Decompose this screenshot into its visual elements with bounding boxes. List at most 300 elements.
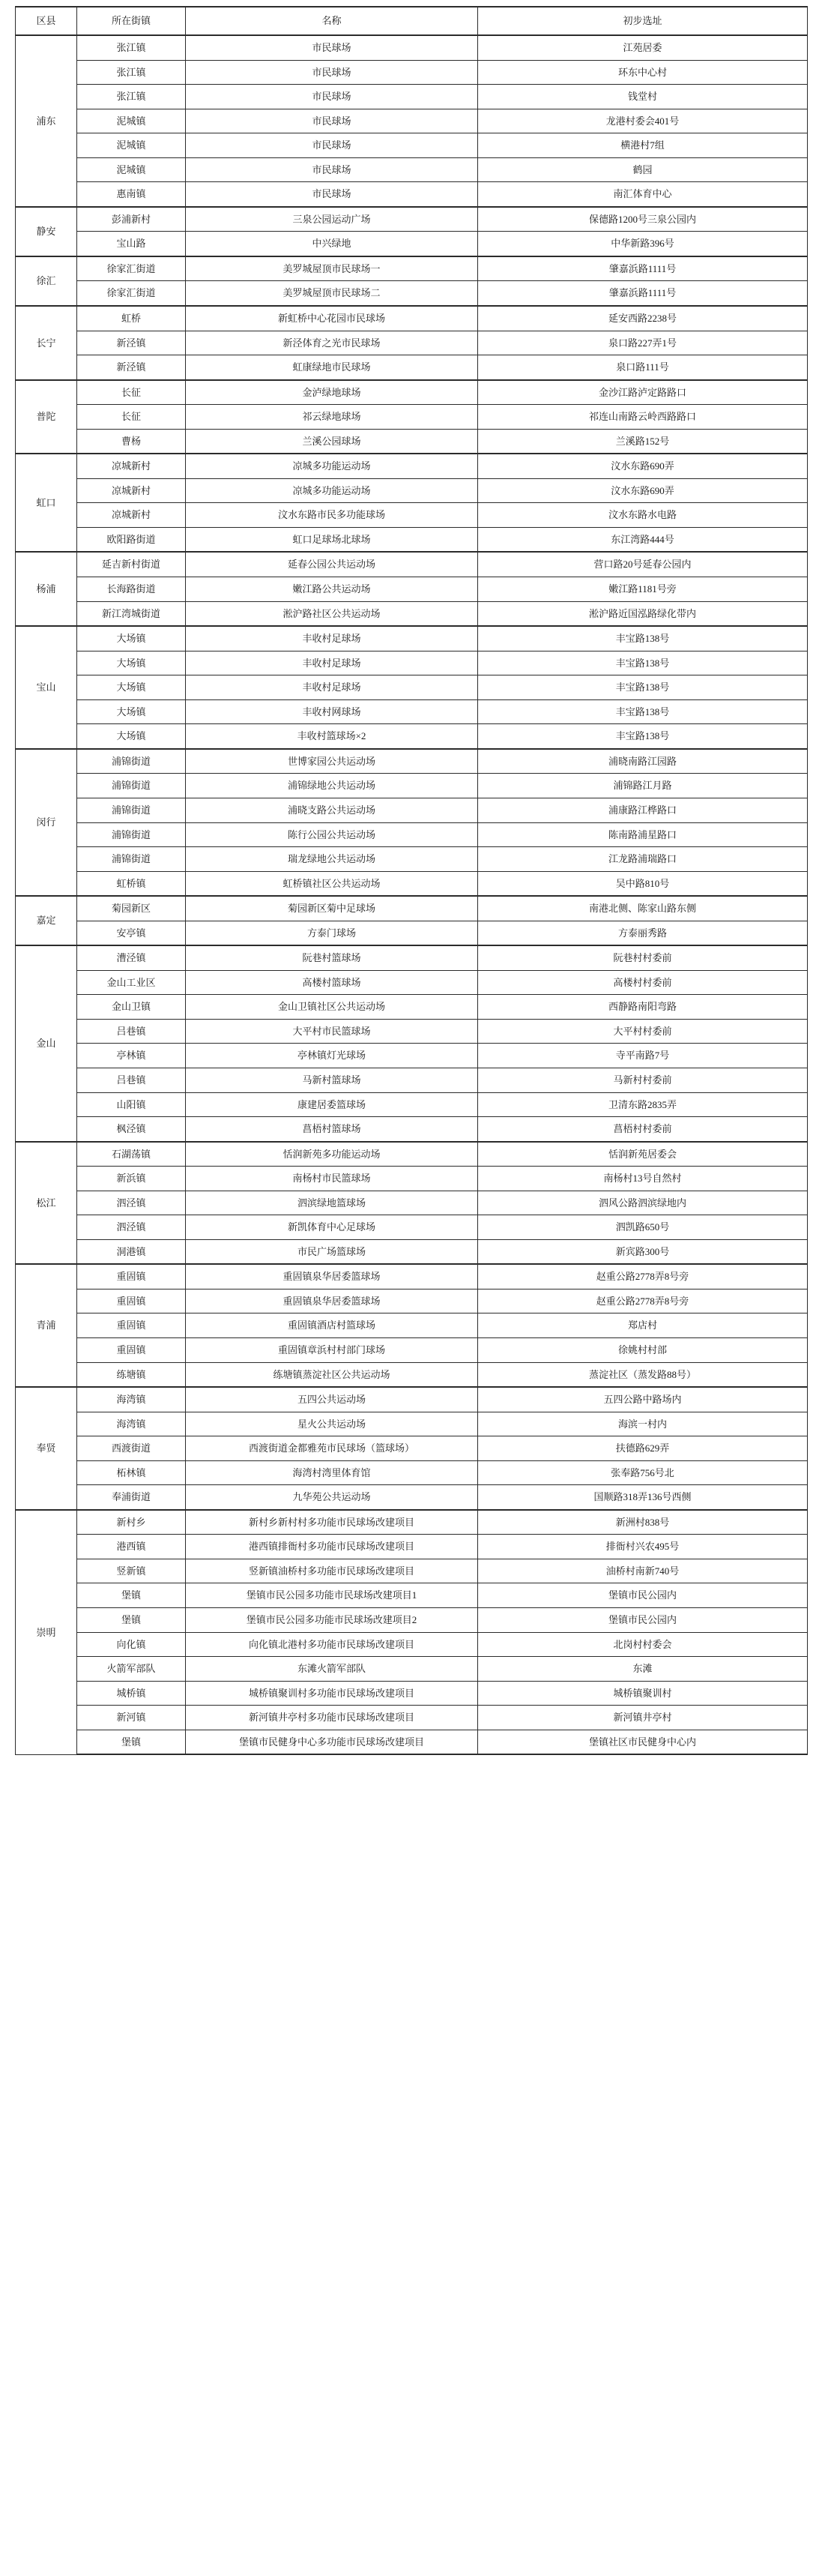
name-cell: 三泉公园运动广场 bbox=[186, 207, 478, 232]
name-cell: 淞沪路社区公共运动场 bbox=[186, 601, 478, 626]
site-cell: 堡镇社区市民健身中心内 bbox=[478, 1730, 808, 1754]
site-cell: 新洲村838号 bbox=[478, 1510, 808, 1535]
site-cell: 鹤园 bbox=[478, 157, 808, 182]
site-cell: 汶水东路水电路 bbox=[478, 503, 808, 528]
town-cell: 金山工业区 bbox=[77, 970, 186, 995]
table-row bbox=[16, 1362, 808, 1387]
site-cell: 嫩江路1181号旁 bbox=[478, 577, 808, 602]
town-cell: 亭林镇 bbox=[77, 1044, 186, 1068]
name-cell: 新河镇井亭村多功能市民球场改建项目 bbox=[186, 1706, 478, 1730]
town-cell: 泗泾镇 bbox=[77, 1215, 186, 1240]
name-cell: 祁云绿地球场 bbox=[186, 405, 478, 430]
site-cell: 肇嘉浜路1111号 bbox=[478, 256, 808, 281]
name-cell: 虹口足球场北球场 bbox=[186, 527, 478, 552]
table-row bbox=[16, 1215, 808, 1240]
table-row bbox=[16, 1706, 808, 1730]
town-cell: 新泾镇 bbox=[77, 355, 186, 380]
name-cell: 九华苑公共运动场 bbox=[186, 1485, 478, 1510]
site-cell: 陈南路浦星路口 bbox=[478, 822, 808, 847]
name-cell: 兰溪公园球场 bbox=[186, 429, 478, 454]
site-cell: 卫清东路2835弄 bbox=[478, 1092, 808, 1117]
name-cell: 瑞龙绿地公共运动场 bbox=[186, 847, 478, 872]
town-cell: 新村乡 bbox=[77, 1510, 186, 1535]
town-cell: 安亭镇 bbox=[77, 921, 186, 945]
table-row bbox=[16, 749, 808, 774]
town-cell: 浦锦街道 bbox=[77, 847, 186, 872]
table-row bbox=[16, 478, 808, 503]
site-cell: 江苑居委 bbox=[478, 35, 808, 60]
district-cell: 青浦 bbox=[16, 1264, 77, 1387]
table-row bbox=[16, 355, 808, 380]
town-cell: 重固镇 bbox=[77, 1313, 186, 1338]
site-cell: 徐姚村村部 bbox=[478, 1337, 808, 1362]
name-cell: 恬润新苑多功能运动场 bbox=[186, 1142, 478, 1167]
district-cell: 崇明 bbox=[16, 1510, 77, 1754]
site-cell: 泗风公路泗滨绿地内 bbox=[478, 1191, 808, 1215]
town-cell: 西渡街道 bbox=[77, 1436, 186, 1461]
name-cell: 市民球场 bbox=[186, 157, 478, 182]
town-cell: 大场镇 bbox=[77, 724, 186, 749]
name-cell: 堡镇市民公园多功能市民球场改建项目1 bbox=[186, 1583, 478, 1608]
name-cell: 陈行公园公共运动场 bbox=[186, 822, 478, 847]
name-cell: 海湾村湾里体育馆 bbox=[186, 1460, 478, 1485]
name-cell: 港西镇排衙村多功能市民球场改建项目 bbox=[186, 1535, 478, 1559]
name-cell: 市民球场 bbox=[186, 60, 478, 85]
table-row bbox=[16, 699, 808, 724]
town-cell: 竖新镇 bbox=[77, 1559, 186, 1583]
site-cell: 丰宝路138号 bbox=[478, 626, 808, 651]
column-header-name: 名称 bbox=[186, 7, 478, 35]
name-cell: 堡镇市民公园多功能市民球场改建项目2 bbox=[186, 1608, 478, 1633]
name-cell: 新虹桥中心花园市民球场 bbox=[186, 306, 478, 331]
town-cell: 漕泾镇 bbox=[77, 945, 186, 970]
town-cell: 泥城镇 bbox=[77, 157, 186, 182]
name-cell: 丰收村足球场 bbox=[186, 651, 478, 675]
table-row bbox=[16, 109, 808, 133]
town-cell: 宝山路 bbox=[77, 232, 186, 256]
table-row bbox=[16, 675, 808, 700]
table-row bbox=[16, 1730, 808, 1754]
site-cell: 中华新路396号 bbox=[478, 232, 808, 256]
table-row bbox=[16, 1681, 808, 1706]
name-cell: 城桥镇聚训村多功能市民球场改建项目 bbox=[186, 1681, 478, 1706]
name-cell: 方泰门球场 bbox=[186, 921, 478, 945]
name-cell: 泗滨绿地篮球场 bbox=[186, 1191, 478, 1215]
name-cell: 嫩江路公共运动场 bbox=[186, 577, 478, 602]
table-row bbox=[16, 626, 808, 651]
name-cell: 市民球场 bbox=[186, 35, 478, 60]
town-cell: 吕巷镇 bbox=[77, 1019, 186, 1044]
site-cell: 丰宝路138号 bbox=[478, 675, 808, 700]
site-cell: 堡镇市民公园内 bbox=[478, 1608, 808, 1633]
name-cell: 竖新镇油桥村多功能市民球场改建项目 bbox=[186, 1559, 478, 1583]
site-cell: 新宾路300号 bbox=[478, 1239, 808, 1264]
header-row bbox=[16, 7, 808, 35]
town-cell: 泥城镇 bbox=[77, 133, 186, 158]
site-cell: 汶水东路690弄 bbox=[478, 454, 808, 478]
table-row bbox=[16, 405, 808, 430]
name-cell: 新凯体育中心足球场 bbox=[186, 1215, 478, 1240]
town-cell: 向化镇 bbox=[77, 1632, 186, 1657]
site-cell: 郑店村 bbox=[478, 1313, 808, 1338]
name-cell: 西渡街道金都雅苑市民球场（篮球场） bbox=[186, 1436, 478, 1461]
site-cell: 海滨一村内 bbox=[478, 1412, 808, 1436]
site-cell: 新河镇井亭村 bbox=[478, 1706, 808, 1730]
table-row bbox=[16, 1117, 808, 1142]
town-cell: 吕巷镇 bbox=[77, 1068, 186, 1092]
name-cell: 康建居委篮球场 bbox=[186, 1092, 478, 1117]
site-cell: 菖梧村村委前 bbox=[478, 1117, 808, 1142]
name-cell: 重固镇泉华居委篮球场 bbox=[186, 1264, 478, 1289]
town-cell: 凉城新村 bbox=[77, 503, 186, 528]
table-row bbox=[16, 995, 808, 1020]
site-cell: 丰宝路138号 bbox=[478, 651, 808, 675]
district-cell: 普陀 bbox=[16, 380, 77, 454]
table-row bbox=[16, 1167, 808, 1191]
district-cell: 徐汇 bbox=[16, 256, 77, 306]
site-cell: 金沙江路泸定路路口 bbox=[478, 380, 808, 405]
town-cell: 徐家汇街道 bbox=[77, 256, 186, 281]
town-cell: 火箭军部队 bbox=[77, 1657, 186, 1682]
town-cell: 浦锦街道 bbox=[77, 822, 186, 847]
table-row bbox=[16, 1657, 808, 1682]
town-cell: 长海路街道 bbox=[77, 577, 186, 602]
table-row bbox=[16, 577, 808, 602]
name-cell: 菊园新区菊中足球场 bbox=[186, 896, 478, 921]
site-cell: 泉口路227弄1号 bbox=[478, 331, 808, 355]
town-cell: 延吉新村街道 bbox=[77, 552, 186, 577]
name-cell: 市民球场 bbox=[186, 182, 478, 207]
site-cell: 扶德路629弄 bbox=[478, 1436, 808, 1461]
town-cell: 曹杨 bbox=[77, 429, 186, 454]
table-row bbox=[16, 1239, 808, 1264]
town-cell: 重固镇 bbox=[77, 1289, 186, 1313]
name-cell: 丰收村足球场 bbox=[186, 675, 478, 700]
site-cell: 江龙路浦瑞路口 bbox=[478, 847, 808, 872]
name-cell: 市民广场篮球场 bbox=[186, 1239, 478, 1264]
name-cell: 大平村市民篮球场 bbox=[186, 1019, 478, 1044]
site-cell: 赵重公路2778弄8号旁 bbox=[478, 1264, 808, 1289]
district-cell: 松江 bbox=[16, 1142, 77, 1265]
site-cell: 丰宝路138号 bbox=[478, 724, 808, 749]
site-cell: 浦锦路江月路 bbox=[478, 774, 808, 798]
town-cell: 奉浦街道 bbox=[77, 1485, 186, 1510]
table-header bbox=[16, 7, 808, 35]
town-cell: 浦锦街道 bbox=[77, 774, 186, 798]
name-cell: 重固镇泉华居委篮球场 bbox=[186, 1289, 478, 1313]
site-cell: 阮巷村村委前 bbox=[478, 945, 808, 970]
table-row bbox=[16, 1092, 808, 1117]
table-row bbox=[16, 306, 808, 331]
table-row bbox=[16, 1289, 808, 1313]
table-row bbox=[16, 552, 808, 577]
table-row bbox=[16, 1436, 808, 1461]
table-row bbox=[16, 601, 808, 626]
name-cell: 延春公园公共运动场 bbox=[186, 552, 478, 577]
site-cell: 恬润新苑居委会 bbox=[478, 1142, 808, 1167]
town-cell: 练塘镇 bbox=[77, 1362, 186, 1387]
table-row bbox=[16, 133, 808, 158]
town-cell: 彭浦新村 bbox=[77, 207, 186, 232]
name-cell: 丰收村篮球场×2 bbox=[186, 724, 478, 749]
table-row bbox=[16, 1535, 808, 1559]
site-cell: 汶水东路690弄 bbox=[478, 478, 808, 503]
table-row bbox=[16, 774, 808, 798]
name-cell: 浦晓支路公共运动场 bbox=[186, 798, 478, 822]
site-cell: 营口路20号延春公园内 bbox=[478, 552, 808, 577]
town-cell: 张江镇 bbox=[77, 35, 186, 60]
district-cell: 嘉定 bbox=[16, 896, 77, 945]
town-cell: 新江湾城街道 bbox=[77, 601, 186, 626]
name-cell: 马新村篮球场 bbox=[186, 1068, 478, 1092]
district-cell: 奉贤 bbox=[16, 1387, 77, 1510]
town-cell: 泗泾镇 bbox=[77, 1191, 186, 1215]
table-row bbox=[16, 921, 808, 945]
table-row bbox=[16, 724, 808, 749]
table-row bbox=[16, 1485, 808, 1510]
name-cell: 菖梧村篮球场 bbox=[186, 1117, 478, 1142]
site-cell: 肇嘉浜路1111号 bbox=[478, 281, 808, 306]
name-cell: 美罗城屋顶市民球场二 bbox=[186, 281, 478, 306]
table-row bbox=[16, 798, 808, 822]
column-header-site: 初步选址 bbox=[478, 7, 808, 35]
table-row bbox=[16, 1019, 808, 1044]
site-cell: 排衙村兴农495号 bbox=[478, 1535, 808, 1559]
table-row bbox=[16, 1412, 808, 1436]
town-cell: 新河镇 bbox=[77, 1706, 186, 1730]
town-cell: 城桥镇 bbox=[77, 1681, 186, 1706]
site-cell: 蒸淀社区（蒸发路88号） bbox=[478, 1362, 808, 1387]
name-cell: 虹桥镇社区公共运动场 bbox=[186, 871, 478, 896]
district-cell: 浦东 bbox=[16, 35, 77, 207]
site-cell: 泉口路111号 bbox=[478, 355, 808, 380]
name-cell: 市民球场 bbox=[186, 85, 478, 109]
name-cell: 南杨村市民篮球场 bbox=[186, 1167, 478, 1191]
town-cell: 港西镇 bbox=[77, 1535, 186, 1559]
site-cell: 保德路1200号三泉公园内 bbox=[478, 207, 808, 232]
table-row bbox=[16, 157, 808, 182]
table-row bbox=[16, 232, 808, 256]
district-cell: 长宁 bbox=[16, 306, 77, 380]
town-cell: 惠南镇 bbox=[77, 182, 186, 207]
table-row bbox=[16, 651, 808, 675]
town-cell: 凉城新村 bbox=[77, 454, 186, 478]
name-cell: 东滩火箭军部队 bbox=[186, 1657, 478, 1682]
name-cell: 重固镇酒店村篮球场 bbox=[186, 1313, 478, 1338]
name-cell: 向化镇北港村多功能市民球场改建项目 bbox=[186, 1632, 478, 1657]
column-header-district: 区县 bbox=[16, 7, 77, 35]
town-cell: 海湾镇 bbox=[77, 1412, 186, 1436]
town-cell: 海湾镇 bbox=[77, 1387, 186, 1412]
site-cell: 五四公路中路场内 bbox=[478, 1387, 808, 1412]
name-cell: 练塘镇蒸淀社区公共运动场 bbox=[186, 1362, 478, 1387]
site-cell: 马新村村委前 bbox=[478, 1068, 808, 1092]
town-cell: 泥城镇 bbox=[77, 109, 186, 133]
site-cell: 张奉路756号北 bbox=[478, 1460, 808, 1485]
table-row bbox=[16, 1142, 808, 1167]
name-cell: 浦锦绿地公共运动场 bbox=[186, 774, 478, 798]
name-cell: 中兴绿地 bbox=[186, 232, 478, 256]
table-row bbox=[16, 256, 808, 281]
site-cell: 祁连山南路云岭西路路口 bbox=[478, 405, 808, 430]
table-row bbox=[16, 527, 808, 552]
table-row bbox=[16, 1559, 808, 1583]
name-cell: 丰收村网球场 bbox=[186, 699, 478, 724]
town-cell: 张江镇 bbox=[77, 85, 186, 109]
site-cell: 方泰丽秀路 bbox=[478, 921, 808, 945]
table-row bbox=[16, 1264, 808, 1289]
name-cell: 五四公共运动场 bbox=[186, 1387, 478, 1412]
town-cell: 长征 bbox=[77, 405, 186, 430]
column-header-town: 所在街镇 bbox=[77, 7, 186, 35]
table-row bbox=[16, 1632, 808, 1657]
table-row bbox=[16, 970, 808, 995]
table-row bbox=[16, 429, 808, 454]
district-cell: 杨浦 bbox=[16, 552, 77, 626]
site-cell: 南杨村13号自然村 bbox=[478, 1167, 808, 1191]
town-cell: 张江镇 bbox=[77, 60, 186, 85]
town-cell: 凉城新村 bbox=[77, 478, 186, 503]
site-cell: 兰溪路152号 bbox=[478, 429, 808, 454]
town-cell: 大场镇 bbox=[77, 651, 186, 675]
site-cell: 东江湾路444号 bbox=[478, 527, 808, 552]
name-cell: 星火公共运动场 bbox=[186, 1412, 478, 1436]
name-cell: 亭林镇灯光球场 bbox=[186, 1044, 478, 1068]
town-cell: 重固镇 bbox=[77, 1337, 186, 1362]
site-cell: 钱堂村 bbox=[478, 85, 808, 109]
town-cell: 石湖荡镇 bbox=[77, 1142, 186, 1167]
name-cell: 虹康绿地市民球场 bbox=[186, 355, 478, 380]
town-cell: 大场镇 bbox=[77, 675, 186, 700]
district-cell: 虹口 bbox=[16, 454, 77, 552]
site-cell: 寺平南路7号 bbox=[478, 1044, 808, 1068]
site-cell: 南汇体育中心 bbox=[478, 182, 808, 207]
site-cell: 浦康路江桦路口 bbox=[478, 798, 808, 822]
table-row bbox=[16, 1608, 808, 1633]
site-cell: 丰宝路138号 bbox=[478, 699, 808, 724]
name-cell: 新泾体育之光市民球场 bbox=[186, 331, 478, 355]
town-cell: 浦锦街道 bbox=[77, 798, 186, 822]
district-cell: 闵行 bbox=[16, 749, 77, 896]
site-cell: 南港北侧、陈家山路东侧 bbox=[478, 896, 808, 921]
name-cell: 新村乡新村村多功能市民球场改建项目 bbox=[186, 1510, 478, 1535]
table-row bbox=[16, 945, 808, 970]
name-cell: 市民球场 bbox=[186, 133, 478, 158]
table-row bbox=[16, 60, 808, 85]
table-row bbox=[16, 847, 808, 872]
table-row bbox=[16, 182, 808, 207]
table-row bbox=[16, 1583, 808, 1608]
table-row bbox=[16, 331, 808, 355]
town-cell: 柘林镇 bbox=[77, 1460, 186, 1485]
table-row bbox=[16, 1387, 808, 1412]
site-cell: 国顺路318弄136号西侧 bbox=[478, 1485, 808, 1510]
table-row bbox=[16, 1337, 808, 1362]
name-cell: 重固镇章浜村村部门球场 bbox=[186, 1337, 478, 1362]
town-cell: 虹桥 bbox=[77, 306, 186, 331]
table-row bbox=[16, 85, 808, 109]
table-row bbox=[16, 822, 808, 847]
site-cell: 西静路南阳弯路 bbox=[478, 995, 808, 1020]
site-cell: 泗凯路650号 bbox=[478, 1215, 808, 1240]
site-cell: 浦晓南路江园路 bbox=[478, 749, 808, 774]
town-cell: 浦锦街道 bbox=[77, 749, 186, 774]
table-body bbox=[16, 35, 808, 1754]
site-cell: 高楼村村委前 bbox=[478, 970, 808, 995]
town-cell: 虹桥镇 bbox=[77, 871, 186, 896]
district-cell: 金山 bbox=[16, 945, 77, 1141]
name-cell: 堡镇市民健身中心多功能市民球场改建项目 bbox=[186, 1730, 478, 1754]
town-cell: 新浜镇 bbox=[77, 1167, 186, 1191]
table-row bbox=[16, 503, 808, 528]
name-cell: 金山卫镇社区公共运动场 bbox=[186, 995, 478, 1020]
town-cell: 堡镇 bbox=[77, 1608, 186, 1633]
name-cell: 美罗城屋顶市民球场一 bbox=[186, 256, 478, 281]
table-row bbox=[16, 380, 808, 405]
town-cell: 堡镇 bbox=[77, 1583, 186, 1608]
name-cell: 高楼村篮球场 bbox=[186, 970, 478, 995]
table-row bbox=[16, 1510, 808, 1535]
site-cell: 吴中路810号 bbox=[478, 871, 808, 896]
site-cell: 大平村村委前 bbox=[478, 1019, 808, 1044]
town-cell: 大场镇 bbox=[77, 626, 186, 651]
table-row bbox=[16, 281, 808, 306]
table-row bbox=[16, 207, 808, 232]
table-row bbox=[16, 1044, 808, 1068]
table-row bbox=[16, 35, 808, 60]
town-cell: 菊园新区 bbox=[77, 896, 186, 921]
site-cell: 淞沪路近国泓路绿化带内 bbox=[478, 601, 808, 626]
town-cell: 欧阳路街道 bbox=[77, 527, 186, 552]
name-cell: 市民球场 bbox=[186, 109, 478, 133]
town-cell: 新泾镇 bbox=[77, 331, 186, 355]
town-cell: 大场镇 bbox=[77, 699, 186, 724]
table-row bbox=[16, 896, 808, 921]
site-cell: 赵重公路2778弄8号旁 bbox=[478, 1289, 808, 1313]
town-cell: 金山卫镇 bbox=[77, 995, 186, 1020]
name-cell: 汶水东路市民多功能球场 bbox=[186, 503, 478, 528]
name-cell: 凉城多功能运动场 bbox=[186, 454, 478, 478]
facility-table bbox=[15, 6, 808, 1755]
district-cell: 静安 bbox=[16, 207, 77, 256]
table-row bbox=[16, 871, 808, 896]
table-row bbox=[16, 1460, 808, 1485]
site-cell: 城桥镇聚训村 bbox=[478, 1681, 808, 1706]
table-row bbox=[16, 454, 808, 478]
table-row bbox=[16, 1313, 808, 1338]
name-cell: 丰收村足球场 bbox=[186, 626, 478, 651]
table-row bbox=[16, 1068, 808, 1092]
site-cell: 东滩 bbox=[478, 1657, 808, 1682]
site-cell: 油桥村南新740号 bbox=[478, 1559, 808, 1583]
site-cell: 延安西路2238号 bbox=[478, 306, 808, 331]
name-cell: 金泸绿地球场 bbox=[186, 380, 478, 405]
site-cell: 北岗村村委会 bbox=[478, 1632, 808, 1657]
site-cell: 横港村7组 bbox=[478, 133, 808, 158]
name-cell: 阮巷村篮球场 bbox=[186, 945, 478, 970]
name-cell: 凉城多功能运动场 bbox=[186, 478, 478, 503]
site-cell: 环东中心村 bbox=[478, 60, 808, 85]
name-cell: 世博家园公共运动场 bbox=[186, 749, 478, 774]
town-cell: 重固镇 bbox=[77, 1264, 186, 1289]
town-cell: 堡镇 bbox=[77, 1730, 186, 1754]
town-cell: 徐家汇街道 bbox=[77, 281, 186, 306]
town-cell: 洞港镇 bbox=[77, 1239, 186, 1264]
district-cell: 宝山 bbox=[16, 626, 77, 749]
town-cell: 枫泾镇 bbox=[77, 1117, 186, 1142]
town-cell: 山阳镇 bbox=[77, 1092, 186, 1117]
table-row bbox=[16, 1191, 808, 1215]
